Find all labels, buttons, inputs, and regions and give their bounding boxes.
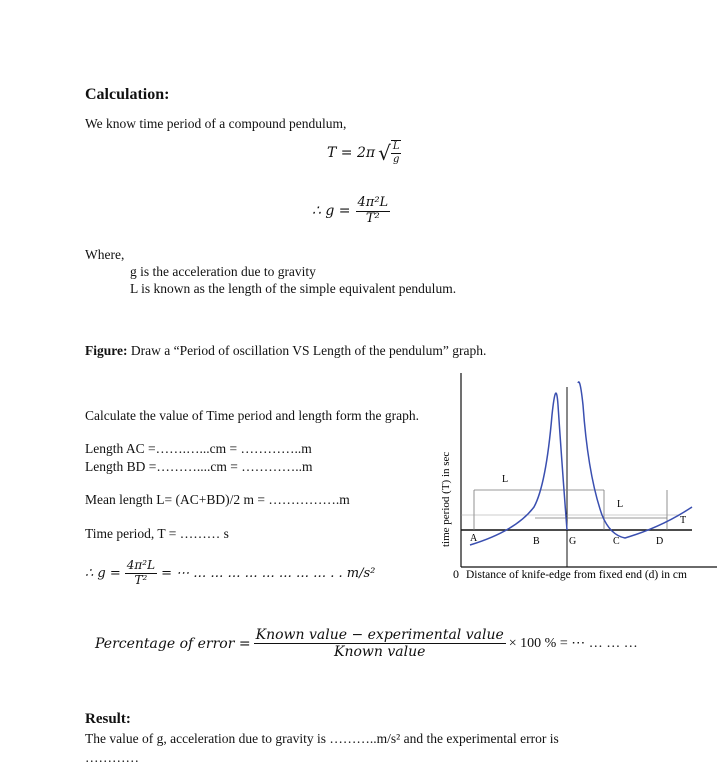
sqrt-sign-icon: √	[378, 140, 391, 165]
calculation-intro: We know time period of a compound pendulum,	[85, 116, 347, 131]
calculation-heading: Calculation:	[85, 86, 170, 103]
x-axis-label: Distance of knife-edge from fixed end (d) in cm	[466, 569, 687, 581]
g-calc-fraction	[125, 559, 157, 588]
period-formula-fraction	[391, 140, 402, 165]
g-calc-num: 4π²L	[126, 558, 156, 572]
T-label: T	[680, 515, 687, 526]
L-lower-label: L	[617, 499, 624, 510]
period-formula-den: g	[392, 153, 400, 165]
where-label: Where,	[85, 247, 125, 262]
g-formula-fraction	[356, 196, 391, 227]
point-a-label: A	[470, 533, 478, 544]
result-line-2: …………	[85, 750, 139, 765]
g-calc-den: T²	[134, 572, 148, 587]
point-g-label: G	[569, 536, 577, 547]
graph-instruction: Calculate the value of Time period and length form the graph.	[85, 408, 420, 423]
mean-length-line: Mean length L= (AC+BD)/2 m = …………….m	[85, 492, 350, 507]
error-den: Known value	[334, 644, 426, 661]
length-bd-line: Length BD =………....cm = …………..m	[85, 459, 313, 474]
g-formula	[312, 196, 390, 227]
error-num: Known value − experimental value	[255, 627, 504, 643]
g-formula-den: T²	[365, 210, 380, 226]
point-d-label: D	[656, 536, 664, 547]
g-formula-lhs: ∴ g =	[312, 203, 351, 220]
point-c-label: C	[613, 536, 620, 547]
time-period-line: Time period, T = ……… s	[85, 526, 229, 541]
g-formula-num: 4π²L	[357, 195, 389, 210]
L-upper-label: L	[502, 474, 509, 485]
g-calc-rhs: = ⋯ … … … … … … … … . . m/s²	[161, 565, 376, 581]
point-b-label: B	[533, 536, 540, 547]
origin-label: 0	[453, 567, 459, 581]
y-axis-label: time period (T) in sec	[440, 451, 452, 547]
period-vs-length-graph	[430, 365, 717, 590]
error-rhs: × 100 % = ⋯ … … …	[508, 636, 638, 652]
g-calc-lhs: ∴ g =	[85, 565, 121, 581]
length-ac-line: Length AC =…….…...cm = …………..m	[85, 441, 312, 456]
period-formula	[327, 140, 401, 165]
figure-text: Draw a “Period of oscillation VS Length of the pendulum” graph.	[130, 343, 487, 358]
result-heading: Result:	[85, 711, 131, 727]
curve-left	[470, 393, 567, 545]
curve-right	[578, 382, 692, 538]
result-line-1: The value of g, acceleration due to gravity is ………..m/s² and the experimental error is	[85, 731, 559, 746]
g-calc-formula	[85, 559, 375, 588]
where-item-g: g is the acceleration due to gravity	[130, 264, 316, 279]
percentage-error-formula	[95, 627, 638, 660]
error-fraction	[254, 627, 506, 660]
figure-label: Figure:	[85, 343, 128, 358]
error-lhs: Percentage of error =	[95, 635, 251, 652]
figure-caption	[85, 343, 486, 359]
period-formula-lhs: T = 2π	[327, 144, 376, 161]
where-item-l: L is known as the length of the simple equivalent pendulum.	[130, 281, 457, 296]
period-formula-num: L	[392, 141, 400, 152]
